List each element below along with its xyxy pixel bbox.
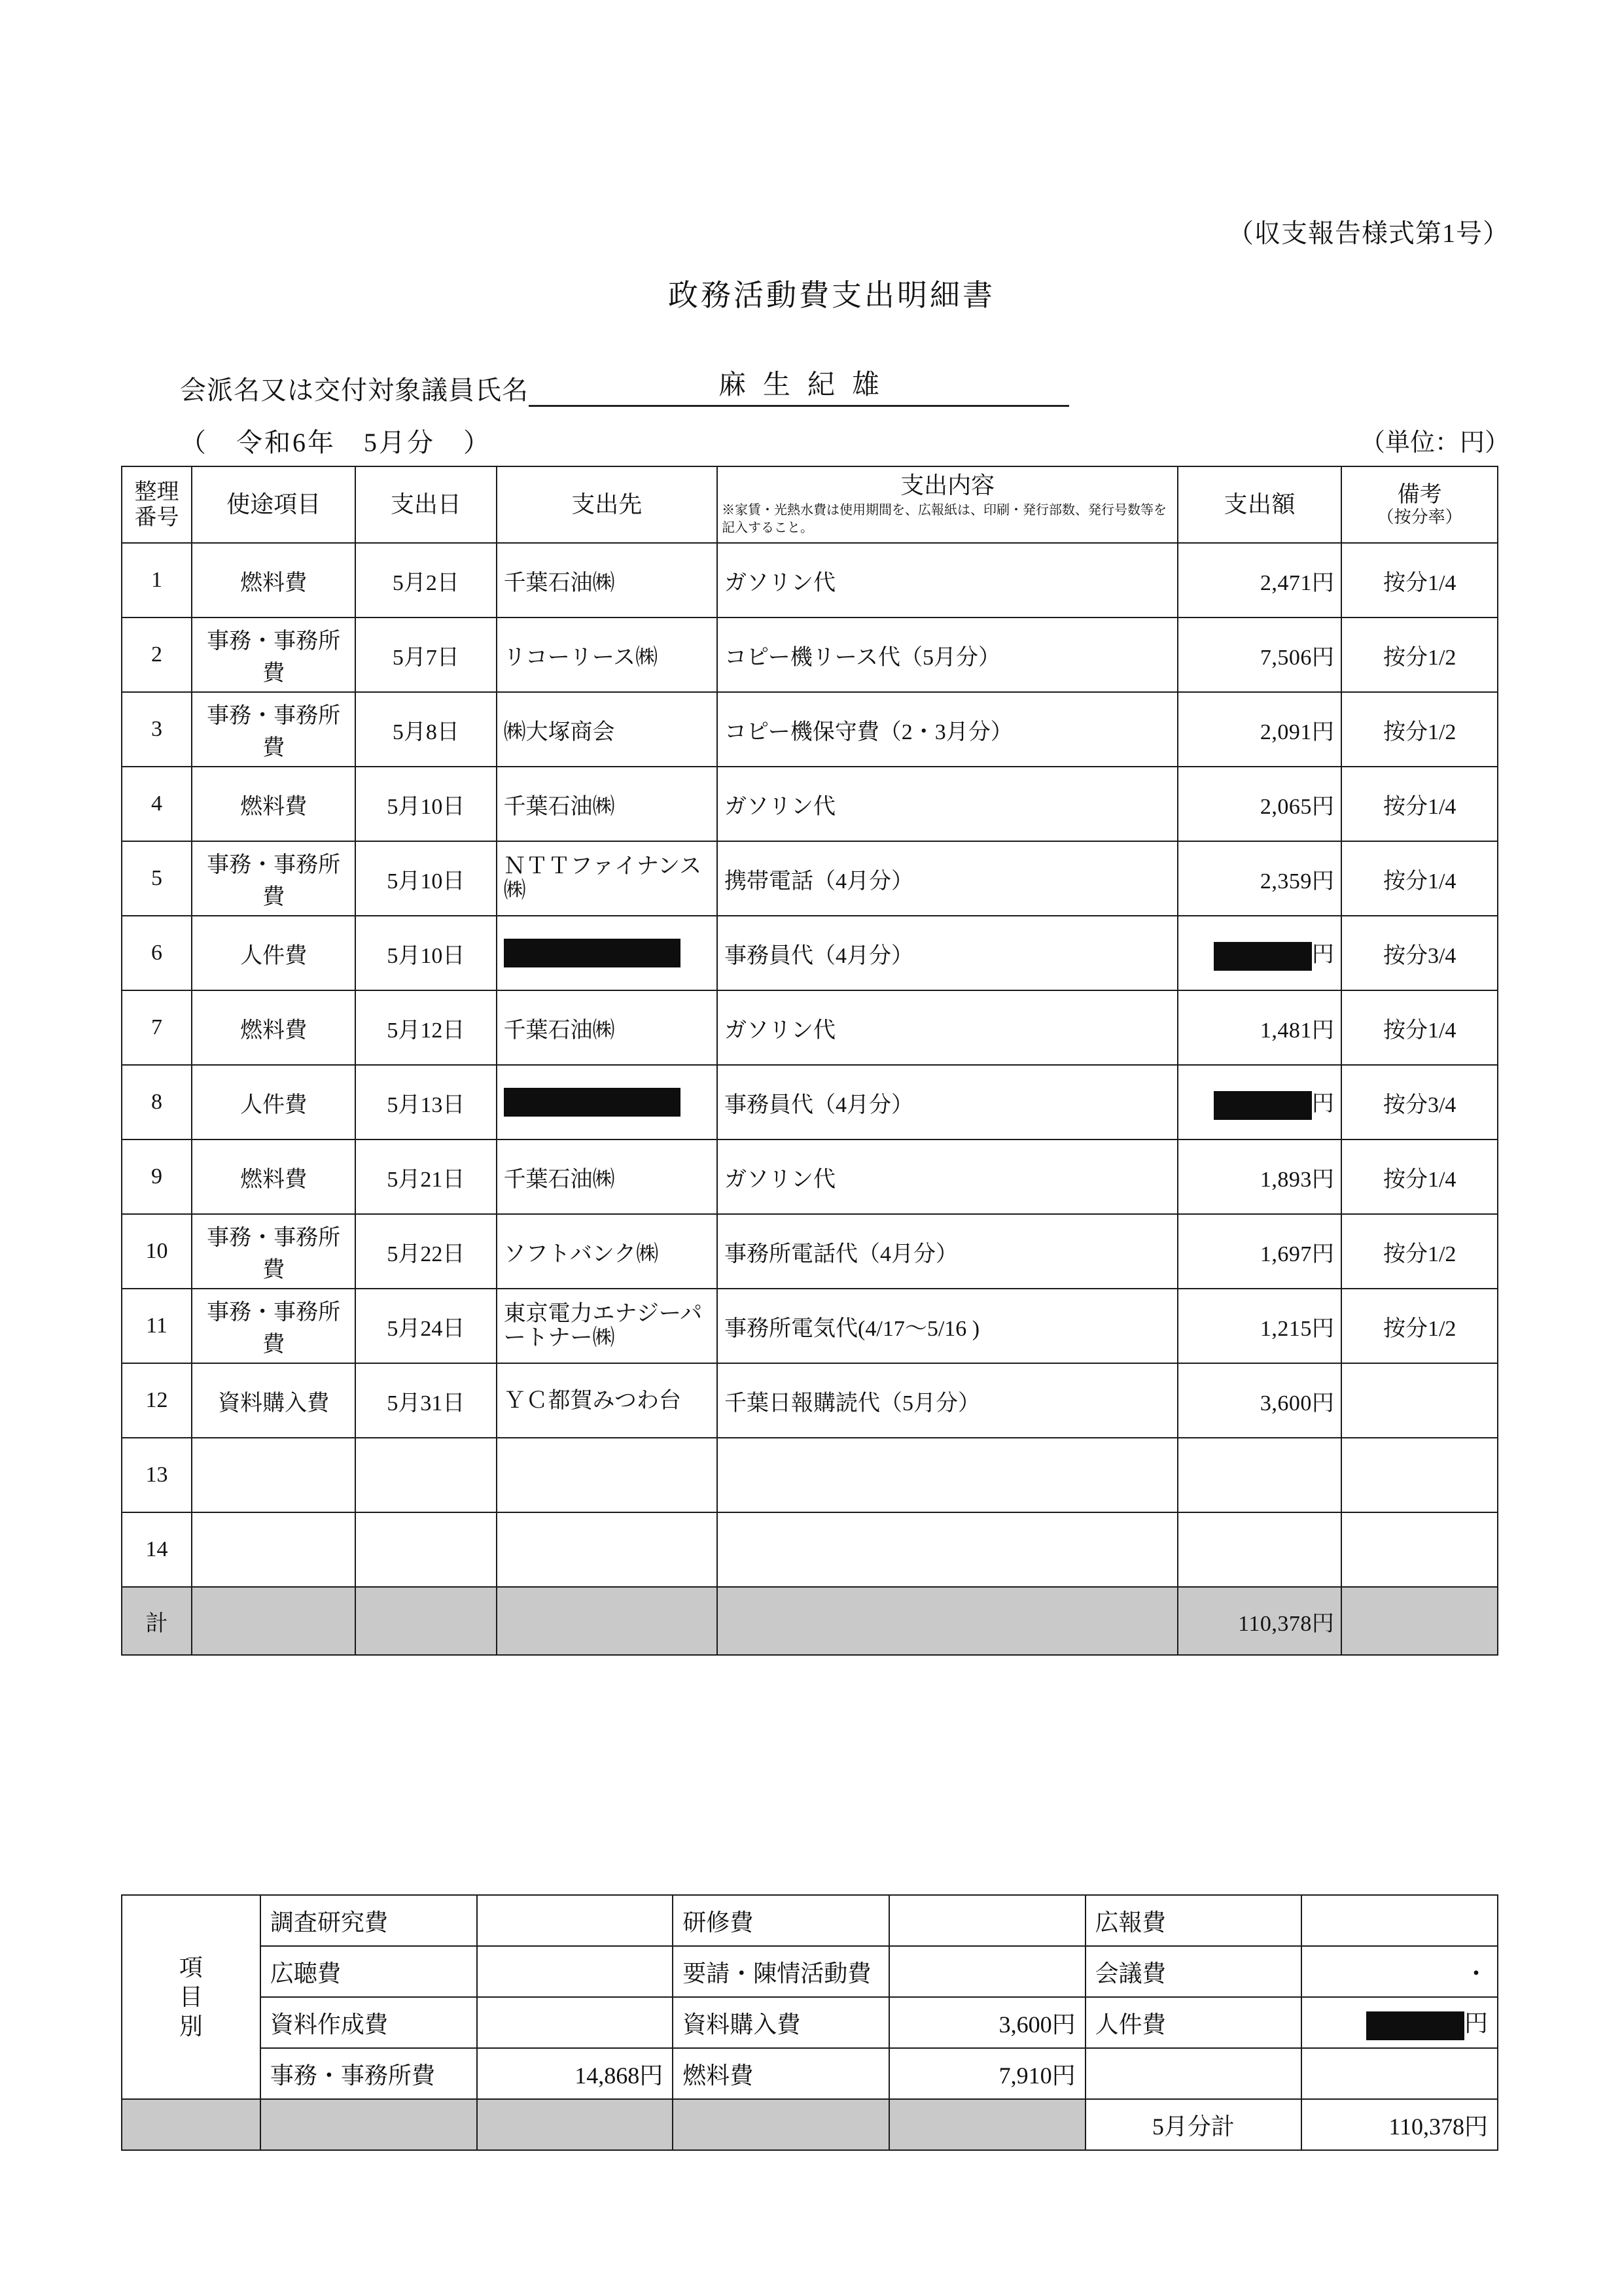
- row-number: 2: [122, 617, 192, 692]
- row-date: 5月8日: [355, 692, 496, 767]
- summary-value-meeting: ・: [1301, 1946, 1498, 1997]
- row-detail: ガソリン代: [717, 990, 1178, 1065]
- summary-footer-blank-1: [260, 2099, 477, 2150]
- table-row: [122, 543, 1498, 617]
- row-amount: [1178, 1065, 1341, 1139]
- name-field-row: [180, 363, 1069, 407]
- summary-side-label-l3: 別: [179, 2013, 203, 2040]
- table-row: [122, 767, 1498, 841]
- row-amount: [1178, 1438, 1341, 1512]
- row-detail: [717, 1438, 1178, 1512]
- redaction-block: [504, 1088, 680, 1117]
- summary-key-research: 調査研究費: [260, 1895, 477, 1946]
- row-amount: 1,215円: [1178, 1289, 1341, 1363]
- row-number: 1: [122, 543, 192, 617]
- page-title: [0, 271, 1624, 315]
- col-header-no-line1: 整理: [134, 479, 179, 504]
- total-blank-payee: [497, 1587, 718, 1655]
- row-detail: ガソリン代: [717, 767, 1178, 841]
- row-usage-item: 燃料費: [192, 767, 355, 841]
- row-note: 按分1/4: [1341, 1139, 1498, 1214]
- total-blank-item: [192, 1587, 355, 1655]
- summary-key-personnel: 人件費: [1086, 1997, 1302, 2048]
- summary-value-personnel-unit: 円: [1464, 2010, 1488, 2037]
- row-payee: 千葉石油㈱: [497, 990, 718, 1065]
- summary-value-office: 14,868円: [477, 2048, 673, 2099]
- summary-value-material-creation: [477, 1997, 673, 2048]
- row-detail: コピー機リース代（5月分）: [717, 617, 1178, 692]
- summary-key-publicity: 広報費: [1086, 1895, 1302, 1946]
- table-row: [122, 1289, 1498, 1363]
- summary-footer-blank-2: [477, 2099, 673, 2150]
- row-number: 13: [122, 1438, 192, 1512]
- row-note: [1341, 1512, 1498, 1587]
- row-detail: 事務員代（4月分）: [717, 916, 1178, 990]
- row-note: 按分1/2: [1341, 617, 1498, 692]
- table-row: [122, 990, 1498, 1065]
- summary-value-hearing: [477, 1946, 673, 1997]
- row-usage-item: 燃料費: [192, 1139, 355, 1214]
- row-payee: リコーリース㈱: [497, 617, 718, 692]
- row-payee: [497, 1438, 718, 1512]
- row-note: 按分3/4: [1341, 1065, 1498, 1139]
- table-row: [122, 916, 1498, 990]
- row-detail: 事務員代（4月分）: [717, 1065, 1178, 1139]
- row-usage-item: 事務・事務所費: [192, 841, 355, 916]
- row-date: 5月10日: [355, 841, 496, 916]
- row-note: [1341, 1363, 1498, 1438]
- summary-blank-diagonal-1: [1086, 2048, 1302, 2099]
- summary-footer-blank-side: [122, 2099, 260, 2150]
- row-amount: 1,893円: [1178, 1139, 1341, 1214]
- summary-footer-blank-4: [889, 2099, 1086, 2150]
- row-note: 按分1/2: [1341, 692, 1498, 767]
- row-date: 5月10日: [355, 767, 496, 841]
- row-note: 按分1/4: [1341, 767, 1498, 841]
- month-total-value: 110,378円: [1301, 2099, 1498, 2150]
- table-row: [122, 1139, 1498, 1214]
- row-amount-unit: 円: [1311, 942, 1335, 967]
- row-detail: 事務所電気代(4/17〜5/16 ): [717, 1289, 1178, 1363]
- name-label: 会派名又は交付対象議員氏名: [180, 375, 529, 405]
- summary-value-personnel: [1301, 1997, 1498, 2048]
- summary-value-publicity: [1301, 1895, 1498, 1946]
- total-blank-detail: [717, 1587, 1178, 1655]
- row-number: 7: [122, 990, 192, 1065]
- table-row: [122, 1512, 1498, 1587]
- row-amount: 2,065円: [1178, 767, 1341, 841]
- col-header-no-line2: 番号: [134, 505, 179, 530]
- row-note: 按分1/4: [1341, 841, 1498, 916]
- row-detail: ガソリン代: [717, 543, 1178, 617]
- summary-value-material-purchase: 3,600円: [889, 1997, 1086, 2048]
- table-row: [122, 1438, 1498, 1512]
- row-usage-item: 事務・事務所費: [192, 1214, 355, 1289]
- row-number: 14: [122, 1512, 192, 1587]
- summary-value-fuel: 7,910円: [889, 2048, 1086, 2099]
- row-usage-item: 人件費: [192, 916, 355, 990]
- row-detail: 携帯電話（4月分）: [717, 841, 1178, 916]
- summary-key-material-purchase: 資料購入費: [673, 1997, 889, 2048]
- row-amount: 2,471円: [1178, 543, 1341, 617]
- col-header-date: 支出日: [355, 466, 496, 543]
- row-number: 6: [122, 916, 192, 990]
- category-summary-table: [121, 1894, 1498, 2151]
- row-payee: ＹＣ都賀みつわ台: [497, 1363, 718, 1438]
- period-label: （ 令和6年 5月分 ）: [180, 428, 491, 457]
- row-number: 11: [122, 1289, 192, 1363]
- row-note: 按分1/2: [1341, 1289, 1498, 1363]
- row-payee: [497, 1512, 718, 1587]
- summary-side-label: [122, 1895, 260, 2099]
- col-header-note-title: 備考: [1397, 483, 1442, 508]
- row-date: [355, 1438, 496, 1512]
- col-header-note: [1341, 466, 1498, 543]
- row-usage-item: [192, 1512, 355, 1587]
- table-row: [122, 1065, 1498, 1139]
- month-total-label: 5月分計: [1086, 2099, 1302, 2150]
- summary-side-label-l1: 項: [179, 1954, 203, 1981]
- summary-side-label-l2: 目: [179, 1983, 203, 2010]
- row-date: 5月24日: [355, 1289, 496, 1363]
- row-payee: ソフトバンク㈱: [497, 1214, 718, 1289]
- row-detail: コピー機保守費（2・3月分）: [717, 692, 1178, 767]
- row-amount: 1,481円: [1178, 990, 1341, 1065]
- row-detail: 千葉日報購読代（5月分）: [717, 1363, 1178, 1438]
- summary-footer-blank-3: [673, 2099, 889, 2150]
- expense-table-foot: [122, 1587, 1498, 1655]
- col-header-payee: 支出先: [497, 466, 718, 543]
- summary-blank-diagonal-2: [1301, 2048, 1498, 2099]
- row-note: [1341, 1438, 1498, 1512]
- row-amount: [1178, 1512, 1341, 1587]
- form-number: （収支報告様式第1号）: [1227, 218, 1509, 248]
- table-row: [122, 692, 1498, 767]
- row-payee: 千葉石油㈱: [497, 1139, 718, 1214]
- expense-table-head: [122, 466, 1498, 543]
- row-amount: [1178, 916, 1341, 990]
- row-number: 5: [122, 841, 192, 916]
- row-date: 5月12日: [355, 990, 496, 1065]
- row-usage-item: 資料購入費: [192, 1363, 355, 1438]
- unit-label: （単位：円）: [1360, 429, 1509, 457]
- col-header-amount: 支出額: [1178, 466, 1341, 543]
- row-detail: 事務所電話代（4月分）: [717, 1214, 1178, 1289]
- row-amount: 2,091円: [1178, 692, 1341, 767]
- row-number: 4: [122, 767, 192, 841]
- col-header-detail-title: 支出内容: [900, 472, 995, 498]
- expense-table: [121, 466, 1498, 1656]
- row-payee: 千葉石油㈱: [497, 543, 718, 617]
- row-payee: ＮＴＴファイナンス㈱: [497, 841, 718, 916]
- row-note: 按分3/4: [1341, 916, 1498, 990]
- total-blank-note: [1341, 1587, 1498, 1655]
- row-date: [355, 1512, 496, 1587]
- row-number: 9: [122, 1139, 192, 1214]
- row-number: 12: [122, 1363, 192, 1438]
- total-blank-date: [355, 1587, 496, 1655]
- redaction-block: [1366, 2011, 1464, 2040]
- row-date: 5月10日: [355, 916, 496, 990]
- col-header-note-sub: （按分率）: [1377, 508, 1462, 527]
- summary-key-office: 事務・事務所費: [260, 2048, 477, 2099]
- row-amount: 2,359円: [1178, 841, 1341, 916]
- table-row: [122, 617, 1498, 692]
- row-usage-item: 燃料費: [192, 543, 355, 617]
- row-date: 5月22日: [355, 1214, 496, 1289]
- row-note: 按分1/4: [1341, 990, 1498, 1065]
- col-header-item: 使途項目: [192, 466, 355, 543]
- row-amount: 3,600円: [1178, 1363, 1341, 1438]
- summary-key-material-creation: 資料作成費: [260, 1997, 477, 2048]
- row-payee: 千葉石油㈱: [497, 767, 718, 841]
- row-number: 3: [122, 692, 192, 767]
- row-amount: 7,506円: [1178, 617, 1341, 692]
- row-note: 按分1/4: [1341, 543, 1498, 617]
- row-payee: ㈱大塚商会: [497, 692, 718, 767]
- summary-key-meeting: 会議費: [1086, 1946, 1302, 1997]
- row-detail: [717, 1512, 1178, 1587]
- row-payee: [497, 1065, 718, 1139]
- col-header-no: [122, 466, 192, 543]
- row-number: 8: [122, 1065, 192, 1139]
- row-date: 5月2日: [355, 543, 496, 617]
- row-date: 5月21日: [355, 1139, 496, 1214]
- row-usage-item: 事務・事務所費: [192, 692, 355, 767]
- summary-value-petition: [889, 1946, 1086, 1997]
- summary-key-training: 研修費: [673, 1895, 889, 1946]
- col-header-detail: [717, 466, 1178, 543]
- row-usage-item: 人件費: [192, 1065, 355, 1139]
- redaction-block: [504, 939, 680, 967]
- row-number: 10: [122, 1214, 192, 1289]
- row-date: 5月13日: [355, 1065, 496, 1139]
- table-row: [122, 841, 1498, 916]
- row-payee: 東京電力エナジーパートナー㈱: [497, 1289, 718, 1363]
- row-usage-item: 燃料費: [192, 990, 355, 1065]
- row-note: 按分1/2: [1341, 1214, 1498, 1289]
- row-detail: ガソリン代: [717, 1139, 1178, 1214]
- summary-value-training: [889, 1895, 1086, 1946]
- row-payee: [497, 916, 718, 990]
- row-usage-item: 事務・事務所費: [192, 1289, 355, 1363]
- summary-value-research: [477, 1895, 673, 1946]
- row-date: 5月7日: [355, 617, 496, 692]
- col-header-detail-note: ※家賃・光熱水費は使用期間を、広報紙は、印刷・発行部数、発行号数等を記入すること。: [722, 503, 1167, 536]
- row-usage-item: 事務・事務所費: [192, 617, 355, 692]
- summary-key-petition: 要請・陳情活動費: [673, 1946, 889, 1997]
- redaction-block: [1214, 1091, 1312, 1120]
- table-row: [122, 1363, 1498, 1438]
- row-amount: 1,697円: [1178, 1214, 1341, 1289]
- expense-table-body: [122, 543, 1498, 1587]
- total-label: 計: [122, 1587, 192, 1655]
- summary-key-fuel: 燃料費: [673, 2048, 889, 2099]
- summary-key-hearing: 広聴費: [260, 1946, 477, 1997]
- row-usage-item: [192, 1438, 355, 1512]
- row-date: 5月31日: [355, 1363, 496, 1438]
- redaction-block: [1214, 942, 1312, 971]
- name-value: 麻生紀雄: [529, 363, 1069, 407]
- total-amount: 110,378円: [1178, 1587, 1341, 1655]
- page-title-text: 政務活動費支出明細書: [668, 279, 995, 312]
- row-amount-unit: 円: [1311, 1091, 1335, 1116]
- table-row: [122, 1214, 1498, 1289]
